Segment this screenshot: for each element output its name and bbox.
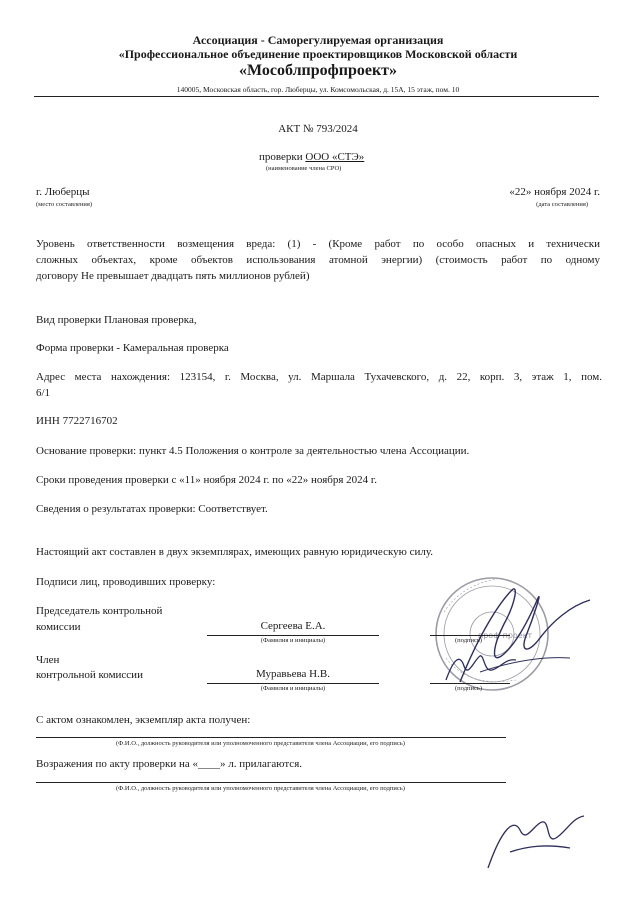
recipient-signature [480, 808, 590, 878]
signatures-intro: Подписи лиц, проводивших проверку: [36, 576, 216, 588]
act-date: «22» ноября 2024 г. [509, 186, 600, 198]
act-subject-prefix: проверки [259, 151, 306, 163]
liability-line-3: договору Не превышает двадцать пять миллионов рублей) [36, 270, 310, 282]
signer-1-name-rule [207, 635, 379, 636]
objections-text: Возражения по акту проверки на «____» л. прилагаются. [36, 758, 302, 770]
signer-2-sign-caption: (подпись) [455, 685, 482, 692]
signer-1-role-line-2: комиссии [36, 621, 81, 633]
acknowledged-rule [36, 737, 506, 738]
check-period: Сроки проведения проверки с «11» ноября 2024 г. по «22» ноября 2024 г. [36, 474, 377, 486]
inn: ИНН 7722716702 [36, 415, 118, 427]
copies-statement: Настоящий акт составлен в двух экземплярах, имеющих равную юридическую силу. [36, 546, 434, 558]
fio-caption-2: (Ф.И.О., должность руководителя или уполномоченного представителя члена Ассоциации, его подпись) [116, 785, 405, 792]
address-line-2: 6/1 [36, 387, 51, 399]
liability-line-2: сложных объектах, кроме объектов использования атомной энергии) (стоимость работ по одному [36, 254, 600, 266]
check-type: Вид проверки Плановая проверка, [36, 314, 197, 326]
signer-2-role-line-1: Член [36, 654, 60, 666]
date-caption: (дата составления) [536, 201, 588, 208]
sro-seal-stamp [420, 572, 630, 712]
fio-caption-1: (Ф.И.О., должность руководителя или уполномоченного представителя члена Ассоциации, его подпись) [116, 740, 405, 747]
act-number: АКТ № 793/2024 [278, 123, 358, 135]
org-name: «Мособлпрофпроект» [238, 62, 398, 79]
address-line-1: Адрес места нахождения: 123154, г. Москва, ул. Маршала Тухачевского, д. 22, корп. 3, этаж 1, пом. [36, 371, 602, 383]
act-subject-member: ООО «СТЭ» [305, 151, 365, 163]
check-basis: Основание проверки: пункт 4.5 Положения о контроле за деятельностью члена Ассоциации. [36, 445, 470, 457]
check-results: Сведения о результатах проверки: Соответствует. [36, 503, 268, 515]
place: г. Люберцы [36, 186, 90, 198]
stamp-center-text: проф проект [478, 631, 533, 640]
org-line-1: Ассоциация - Саморегулируемая организация [192, 33, 444, 47]
member-signature [440, 650, 520, 686]
org-line-2: «Профессиональное объединение проектировщиков Московской области [118, 47, 518, 61]
signer-2-name: Муравьева Н.В. [256, 668, 330, 680]
act-subject-caption: (наименование члена СРО) [266, 165, 342, 172]
signer-2-sign-rule [430, 683, 510, 684]
signer-1-name-caption: (Фамилия и инициалы) [260, 637, 326, 644]
signer-2-role-line-2: контрольной комиссии [36, 669, 143, 681]
signer-1-name: Сергеева Е.А. [260, 620, 326, 632]
signer-1-sign-rule [430, 635, 510, 636]
act-subject [259, 151, 364, 163]
signer-2-name-caption: (Фамилия и инициалы) [260, 685, 326, 692]
liability-line-1: Уровень ответственности возмещения вреда: (1) - (Кроме работ по особо опасных и технически [36, 238, 600, 250]
header-rule [34, 96, 599, 97]
signer-1-role-line-1: Председатель контрольной [36, 605, 163, 617]
org-address: 140005, Московская область, гор. Люберцы, ул. Комсомольская, д. 15А, 15 этаж, пом. 10 [176, 85, 460, 94]
signer-1-sign-caption: (подпись) [455, 637, 482, 644]
place-caption: (место составления) [36, 201, 93, 208]
signer-2-name-rule [207, 683, 379, 684]
check-form: Форма проверки - Камеральная проверка [36, 342, 229, 354]
objections-rule [36, 782, 506, 783]
acknowledged-text: С актом ознакомлен, экземпляр акта получен: [36, 714, 251, 726]
